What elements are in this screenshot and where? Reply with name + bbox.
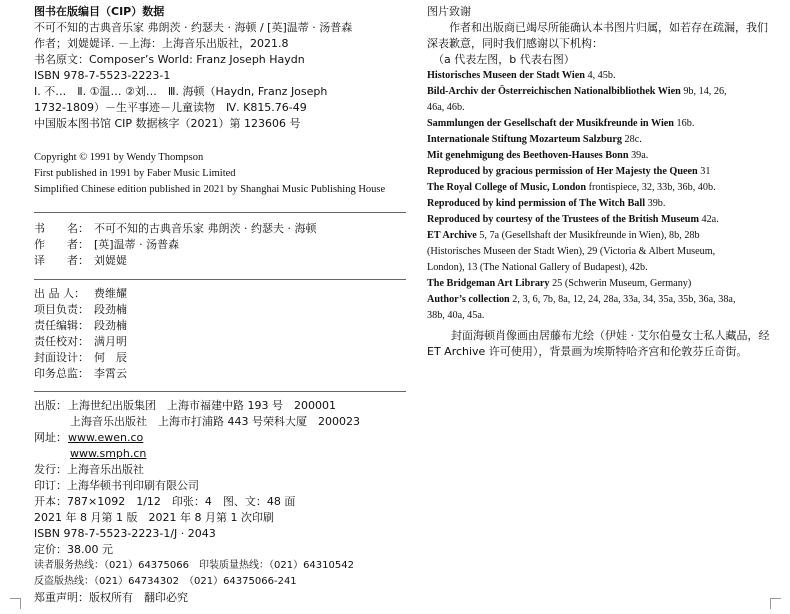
copyright-line: Copyright © 1991 by Wendy Thompson: [34, 152, 204, 163]
credit-pages: 31: [697, 166, 711, 177]
credit-entry: [427, 228, 770, 244]
credit-source: Mit genehmigung des Beethoven-Hauses Bonn: [427, 150, 629, 161]
credit-entry: [427, 100, 770, 116]
cip-heading: 图书在版编目（CIP）数据: [34, 5, 165, 18]
publisher-line: 上海世纪出版集团 上海市福建中路 193 号 200001: [68, 399, 336, 412]
piracy-hotline: 反盗版热线：（021）64734302 （021）64375066-241: [34, 576, 297, 587]
copyright-line: Simplified Chinese edition published in 2021 by Shanghai Music Publishing House: [34, 184, 386, 195]
staff-value: 段劲楠: [94, 303, 127, 316]
website-link[interactable]: www.smph.cn: [70, 447, 147, 460]
crop-mark: [10, 598, 21, 609]
copyright-block: [34, 150, 406, 198]
credit-entry: [427, 148, 770, 164]
credit-pages: 42a.: [698, 214, 719, 225]
cip-line: Ⅰ. 不… Ⅱ. ①温… ②刘… Ⅲ. 海顿（Haydn, Franz Joseph: [34, 85, 328, 98]
cip-line: 中国版本图书馆 CIP 数据核字（2021）第 123606 号: [34, 117, 301, 130]
staff-row: [34, 334, 406, 350]
credit-pages: 28c.: [621, 134, 642, 145]
cover-note-block: [427, 328, 770, 360]
cip-line: 不可不知的古典音乐家 弗朗茨 · 约瑟夫 · 海顿 / [英]温蒂 · 汤普森: [34, 21, 353, 34]
book-title-row: [34, 221, 406, 237]
credit-source: Reproduced by gracious permission of Her Majesty the Queen: [427, 166, 698, 177]
publisher-line-2: 上海音乐出版社 上海市打浦路 443 号荣科大厦 200023: [70, 415, 360, 428]
book-author-label: 作 者：: [34, 238, 89, 251]
credit-pages: 38b, 40a, 45a.: [427, 310, 485, 321]
price-line: 定价：38.00 元: [34, 543, 113, 556]
credit-source: The Royal College of Music, London: [427, 182, 587, 193]
book-title-value: 不可不知的古典音乐家 弗朗茨 · 约瑟夫 · 海顿: [94, 222, 317, 235]
credits-intro-line: 作者和出版商已竭尽所能确认本书图片归属，如若存在疏漏，我们: [449, 21, 768, 34]
book-translator-row: [34, 253, 406, 269]
staff-value: 何 辰: [94, 351, 127, 364]
staff-value: 段劲楠: [94, 319, 127, 332]
printer-line: 印订：上海华顿书刊印刷有限公司: [34, 479, 199, 492]
credits-heading: 图片致谢: [427, 5, 471, 18]
staff-row: [34, 350, 406, 366]
staff-row: [34, 366, 406, 382]
cip-line: 作者；刘媞媞译. －上海：上海音乐出版社，2021.8: [34, 37, 289, 50]
cip-line: 1732-1809）－生平事迹－儿童读物 Ⅳ. K815.76-49: [34, 101, 307, 114]
credit-entry: [427, 196, 770, 212]
book-translator-label: 译 者：: [34, 254, 89, 267]
staff-label: 责任编辑：: [34, 319, 89, 332]
publisher-block: [34, 398, 406, 606]
book-info-block: [34, 221, 406, 269]
staff-label: 出 品 人：: [34, 287, 85, 300]
publisher-row: [34, 398, 406, 414]
reader-hotline: 读者服务热线：（021）64375066 印装质量热线：（021）64310542: [34, 560, 354, 571]
staff-row: [34, 302, 406, 318]
credit-pages: 4, 45b.: [584, 70, 616, 81]
website-link[interactable]: www.ewen.co: [68, 431, 144, 444]
edition-line: 2021 年 8 月第 1 版 2021 年 8 月第 1 次印刷: [34, 511, 274, 524]
divider: [34, 391, 406, 392]
credit-pages: frontispiece, 32, 33b, 36b, 40b.: [586, 182, 716, 193]
staff-value: 费维耀: [94, 287, 127, 300]
staff-block: [34, 286, 406, 382]
staff-value: 满月明: [94, 335, 127, 348]
website-row-2: [34, 446, 406, 462]
credit-entry: [427, 84, 770, 100]
website-row: [34, 430, 406, 446]
staff-label: 责任校对：: [34, 335, 89, 348]
book-author-row: [34, 237, 406, 253]
credit-pages: London), 13 (The National Gallery of Budapest), 42b.: [427, 262, 648, 273]
cip-block: [34, 4, 406, 132]
book-title-label: 书 名：: [34, 222, 89, 235]
credit-entry: [427, 164, 770, 180]
divider: [34, 279, 406, 280]
credit-source: Reproduced by courtesy of the Trustees of the British Museum: [427, 214, 699, 225]
credit-pages: 39a.: [628, 150, 649, 161]
divider: [34, 212, 406, 213]
book-translator-value: 刘媞媞: [94, 254, 127, 267]
credit-source: Historisches Museen der Stadt Wien: [427, 70, 585, 81]
credit-entry: [427, 180, 770, 196]
credits-intro-line: 深表歉意，同时我们感谢以下机构：: [427, 37, 603, 50]
credit-entry: [427, 308, 770, 324]
credit-pages: 5, 7a (Gesellshaft der Musikfreunde in Wien), 8b, 28b: [476, 230, 700, 241]
credit-entry: [427, 116, 770, 132]
credit-entry: [427, 260, 770, 276]
staff-label: 项目负责：: [34, 303, 89, 316]
credit-pages: 2, 3, 6, 7b, 8a, 12, 24, 28a, 33a, 34, 35a, 35b, 36a, 38a,: [509, 294, 736, 305]
credit-pages: (Historisches Museen der Stadt Wien), 29 (Victoria & Albert Museum,: [427, 246, 716, 257]
distributor-line: 发行：上海音乐出版社: [34, 463, 144, 476]
credit-source: ET Archive: [427, 230, 477, 241]
credit-source: Bild-Archiv der Österreichischen Nationalbibliothek Wien: [427, 86, 681, 97]
credits-block: [427, 4, 770, 324]
credit-source: Sammlungen der Gesellschaft der Musikfreunde in Wien: [427, 118, 674, 129]
cover-note-line: 封面海顿肖像画由居藤布尤绘（伊娃 · 艾尔伯曼女士私人藏品，经: [451, 329, 770, 342]
credit-entry: [427, 68, 770, 84]
book-author-value: [英]温蒂 · 汤普森: [94, 238, 180, 251]
credit-entry: [427, 276, 770, 292]
website-label: 网址：: [34, 431, 67, 444]
staff-row: [34, 286, 406, 302]
cover-note-line: ET Archive 许可使用），背景画为埃斯特哈齐宫和伦敦芬丘奇街。: [427, 345, 748, 358]
staff-value: 李霄云: [94, 367, 127, 380]
credit-pages: 25 (Schwerin Museum, Germany): [549, 278, 692, 289]
credits-intro-line: （a 代表左图，b 代表右图）: [433, 53, 575, 66]
credit-source: Author’s collection: [427, 294, 510, 305]
crop-mark: [770, 598, 781, 609]
isbn-line: ISBN 978-7-5523-2223-1/J · 2043: [34, 527, 216, 540]
credit-pages: 39b.: [645, 198, 666, 209]
credit-entry: [427, 212, 770, 228]
credit-entry: [427, 132, 770, 148]
credit-list: [427, 68, 770, 324]
credit-source: Internationale Stiftung Mozarteum Salzburg: [427, 134, 622, 145]
staff-label: 封面设计：: [34, 351, 89, 364]
credit-entry: [427, 292, 770, 308]
publisher-label: 出版：: [34, 399, 67, 412]
rights-notice: 郑重声明：版权所有 翻印必究: [34, 591, 188, 604]
format-line: 开本：787×1092 1/12 印张：4 图、文：48 面: [34, 495, 296, 508]
credit-entry: [427, 244, 770, 260]
credit-pages: 9b, 14, 26,: [680, 86, 727, 97]
cip-line: ISBN 978-7-5523-2223-1: [34, 69, 171, 82]
staff-label: 印务总监：: [34, 367, 89, 380]
staff-row: [34, 318, 406, 334]
copyright-line: First published in 1991 by Faber Music Limited: [34, 168, 236, 179]
cip-line: 书名原文：Composer’s World: Franz Joseph Haydn: [34, 53, 305, 66]
credit-source: The Bridgeman Art Library: [427, 278, 550, 289]
credit-pages: 46a, 46b.: [427, 102, 465, 113]
credit-source: Reproduced by kind permission of The Witch Ball: [427, 198, 646, 209]
credit-pages: 16b.: [673, 118, 695, 129]
